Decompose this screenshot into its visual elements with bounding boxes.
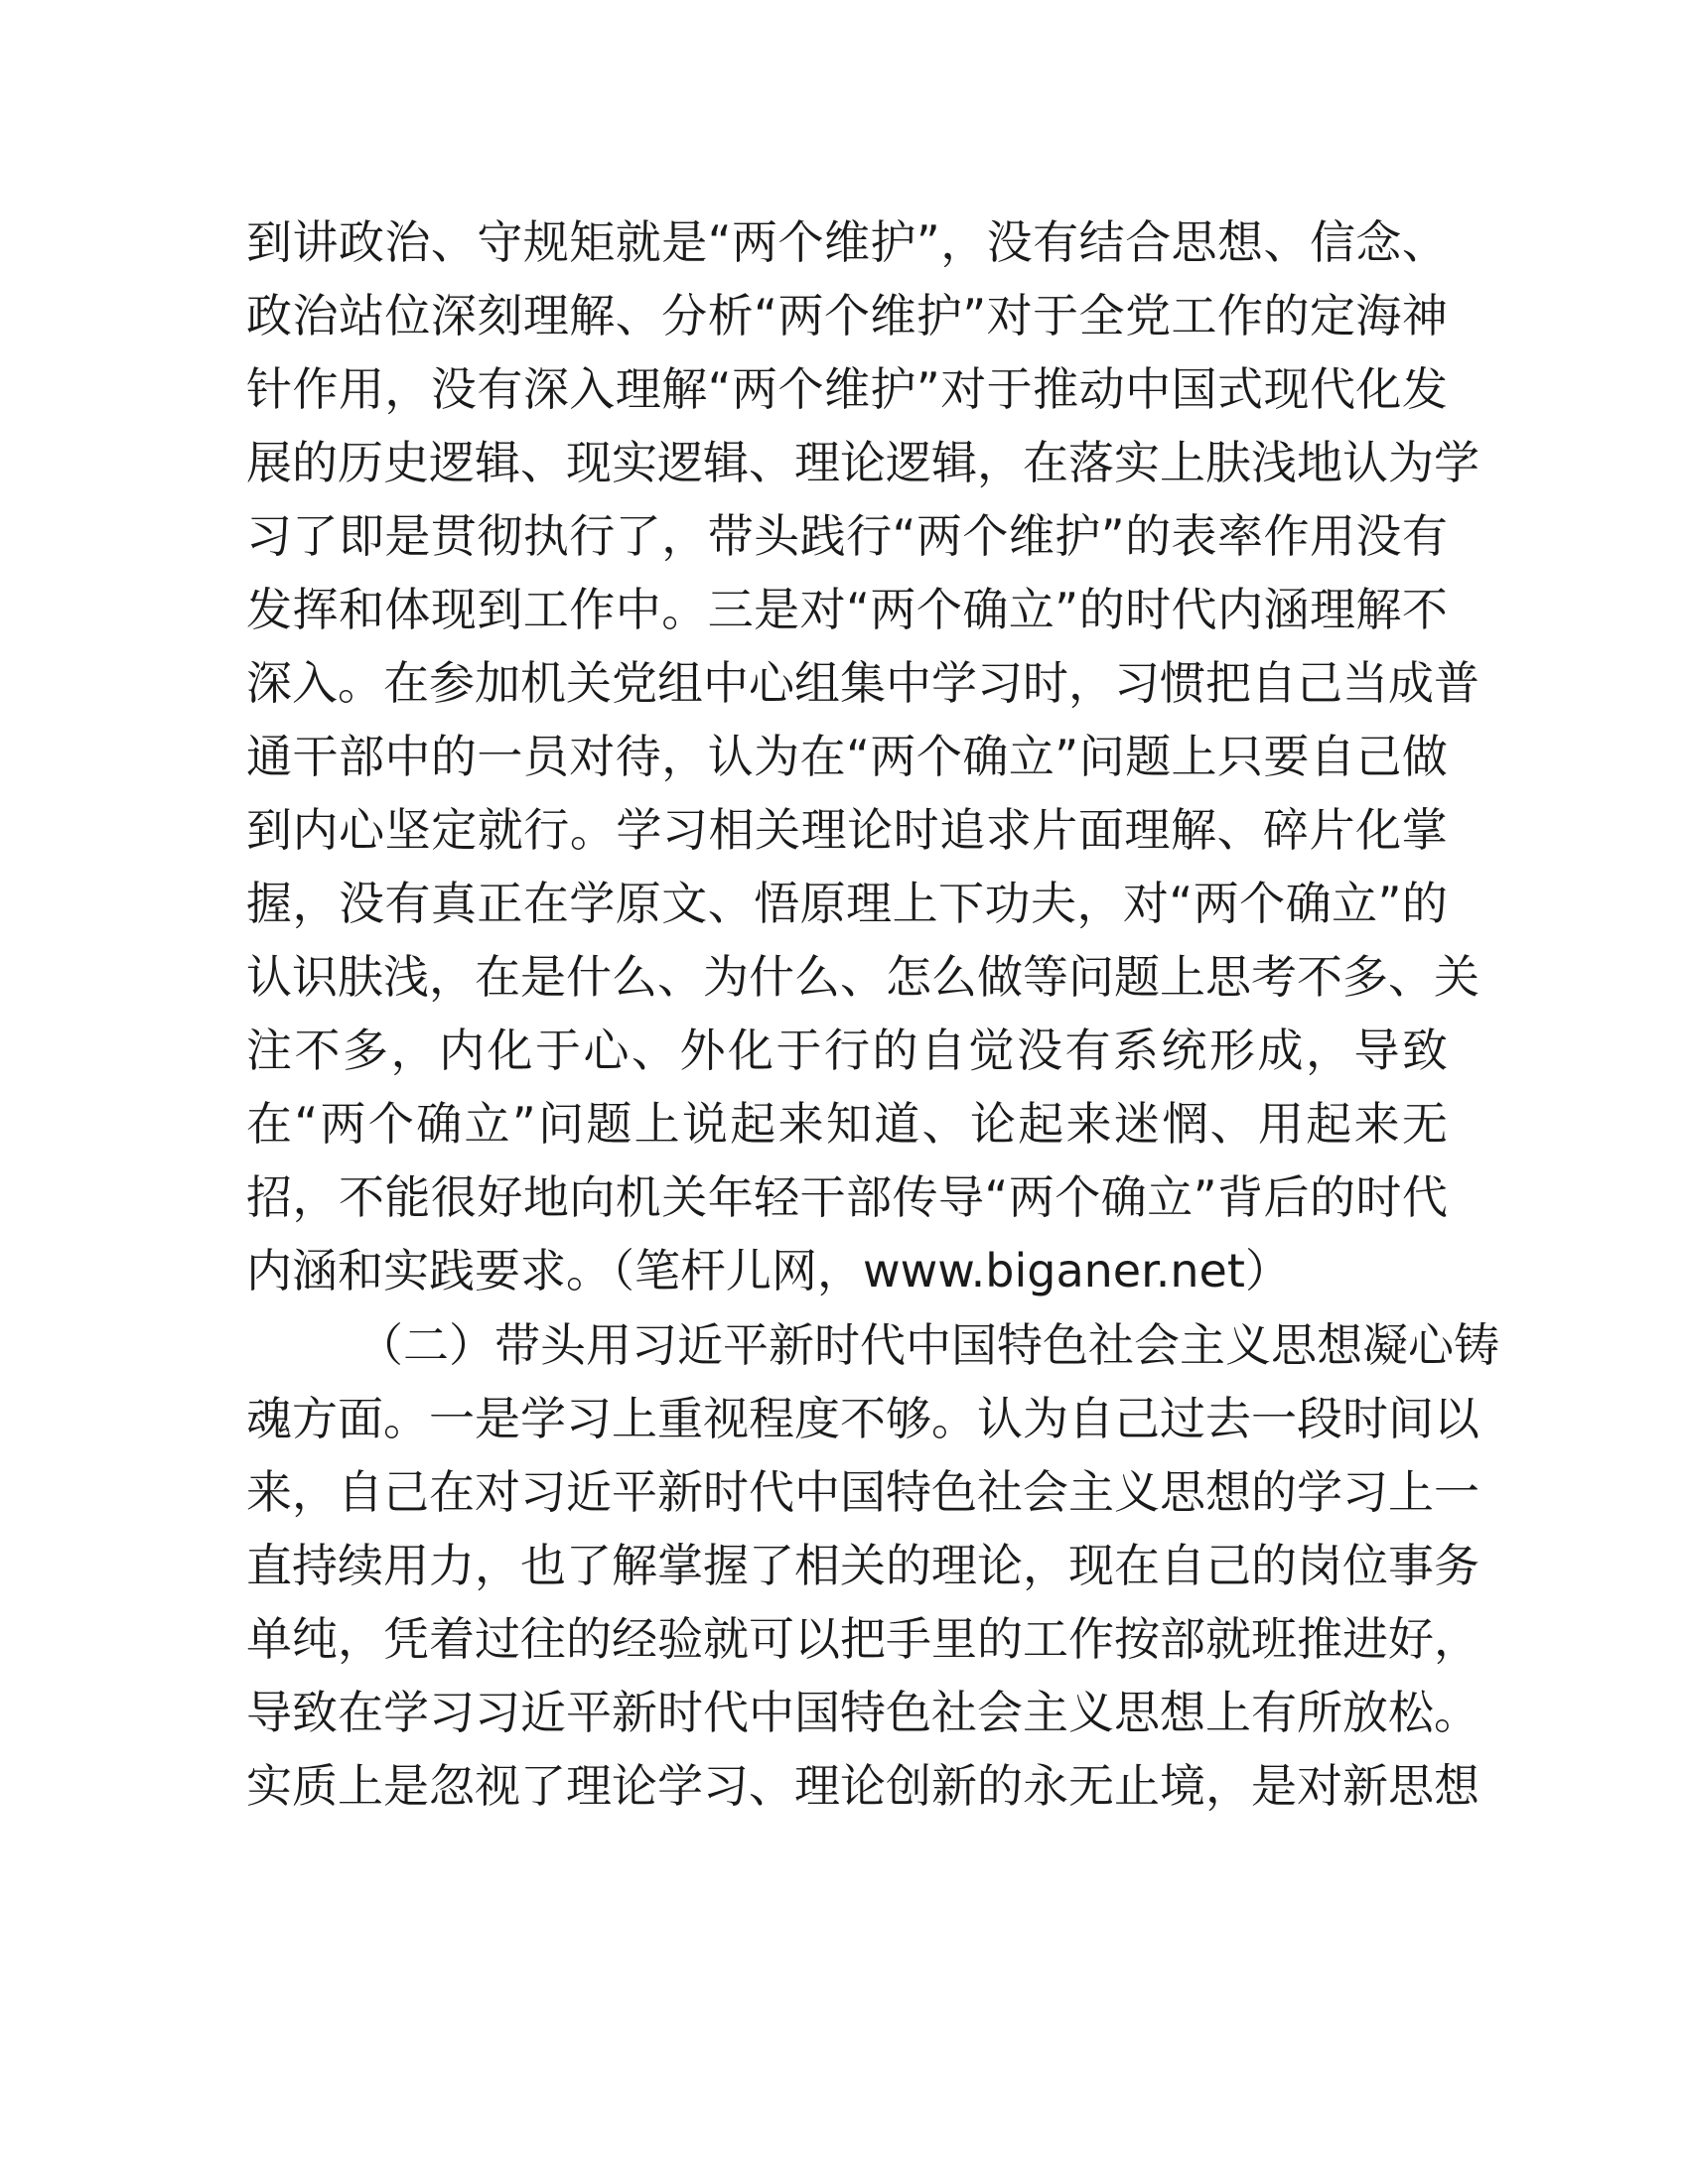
paragraph-line: 展 的 历 史 逻 辑 、 现 实 逻 辑 、 理 论 逻 辑 ， 在 落 实 上 肤 浅 地 认 为 学: [246, 436, 1479, 489]
paragraph-line: 实 质 上 是 忽 视 了 理 论 学 习 、 理 论 创 新 的 永 无 止 境 ， 是 对 新 思 想: [246, 1759, 1479, 1813]
paragraph-line: 来 ， 自 己 在 对 习 近 平 新 时 代 中 国 特 色 社 会 主 义 思 想 的 学 习 上 一: [246, 1465, 1479, 1519]
paragraph-line: 在 “ 两 个 确 立 ” 问 题 上 说 起 来 知 道 、 论 起 来 迷 惘 、 用 起 来 无: [246, 1097, 1448, 1151]
paragraph-line: 针 作 用 ， 没 有 深 入 理 解 “ 两 个 维 护 ” 对 于 推 动 中 国 式 现 代 化 发: [246, 362, 1448, 416]
paragraph-line: 注 不 多 ， 内 化 于 心 、 外 化 于 行 的 自 觉 没 有 系 统 形 成 ， 导 致: [246, 1024, 1448, 1077]
paragraph-line: 发 挥 和 体 现 到 工 作 中 。 三 是 对 “ 两 个 确 立 ” 的 时 代 内 涵 理 解 不: [246, 583, 1448, 636]
paragraph-line: 招 ， 不 能 很 好 地 向 机 关 年 轻 干 部 传 导 “ 两 个 确 立 ” 背 后 的 时 代: [246, 1170, 1448, 1224]
paragraph-line: 握 ， 没 有 真 正 在 学 原 文 、 悟 原 理 上 下 功 夫 ， 对 “ 两 个 确 立 ” 的: [246, 877, 1448, 930]
paragraph-line: 内涵和实践要求。（笔杆儿网，www.biganer.net）: [246, 1244, 1291, 1297]
paragraph-line: （ 二 ） 带 头 用 习 近 平 新 时 代 中 国 特 色 社 会 主 义 思 想 凝 心 铸: [357, 1318, 1499, 1372]
paragraph-line: 深 入 。 在 参 加 机 关 党 组 中 心 组 集 中 学 习 时 ， 习 惯 把 自 己 当 成 普: [246, 656, 1479, 710]
paragraph-line: 魂 方 面 。 一 是 学 习 上 重 视 程 度 不 够 。 认 为 自 己 过 去 一 段 时 间 以: [246, 1392, 1479, 1445]
paragraph-line: 到 讲 政 治 、 守 规 矩 就 是 “ 两 个 维 护 ” ， 没 有 结 合 思 想 、 信 念 、: [246, 215, 1448, 269]
paragraph-line: 单 纯 ， 凭 着 过 往 的 经 验 就 可 以 把 手 里 的 工 作 按 部 就 班 推 进 好 ，: [246, 1612, 1479, 1666]
paragraph-line: 到 内 心 坚 定 就 行 。 学 习 相 关 理 论 时 追 求 片 面 理 解 、 碎 片 化 掌: [246, 803, 1448, 857]
paragraph-line: 政 治 站 位 深 刻 理 解 、 分 析 “ 两 个 维 护 ” 对 于 全 党 工 作 的 定 海 神: [246, 289, 1448, 342]
paragraph-line: 直 持 续 用 力 ， 也 了 解 掌 握 了 相 关 的 理 论 ， 现 在 自 己 的 岗 位 事 务: [246, 1539, 1479, 1592]
paragraph-line: 导 致 在 学 习 习 近 平 新 时 代 中 国 特 色 社 会 主 义 思 想 上 有 所 放 松 。: [246, 1686, 1479, 1739]
paragraph-line: 通 干 部 中 的 一 员 对 待 ， 认 为 在 “ 两 个 确 立 ” 问 题 上 只 要 自 己 做: [246, 730, 1448, 783]
paragraph-line: 认 识 肤 浅 ， 在 是 什 么 、 为 什 么 、 怎 么 做 等 问 题 上 思 考 不 多 、 关: [246, 950, 1479, 1004]
paragraph-line: 习 了 即 是 贯 彻 执 行 了 ， 带 头 践 行 “ 两 个 维 护 ” 的 表 率 作 用 没 有: [246, 509, 1448, 563]
